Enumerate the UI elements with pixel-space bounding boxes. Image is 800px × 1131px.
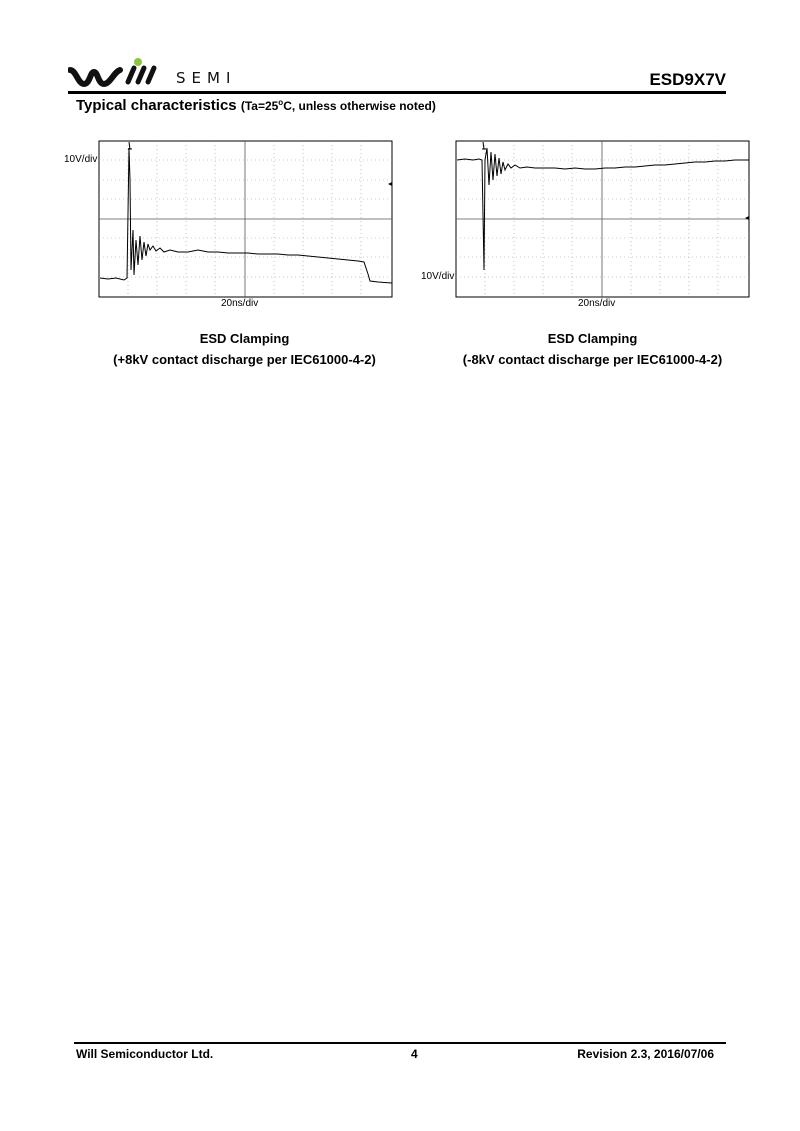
footer-divider [74, 1042, 726, 1044]
caption-condition: (+8kV contact discharge per IEC61000-4-2) [113, 352, 376, 367]
header-divider [68, 91, 726, 94]
caption-title: ESD Clamping [199, 331, 290, 346]
part-number: ESD9X7V [649, 70, 726, 89]
will-logo-icon [68, 58, 168, 90]
brand-text: SEMI [176, 69, 237, 87]
caption-condition: (-8kV contact discharge per IEC61000-4-2) [462, 352, 723, 367]
section-title-main: Typical characteristics [76, 97, 237, 114]
chart-caption-negative [440, 328, 745, 370]
section-title-condition: ($Ta=25^oC$, unless otherwise noted) [240, 98, 436, 113]
footer-company: Will Semiconductor Ltd. [76, 1047, 214, 1061]
scope-chart-positive [64, 140, 394, 309]
scope-chart-negative [421, 140, 751, 309]
chart-caption-positive [92, 328, 397, 370]
y-scale-label: 10V/div [64, 154, 98, 165]
x-scale-label: 20ns/div [578, 298, 616, 309]
y-scale-label: 10V/div [421, 271, 455, 282]
scope-plot-positive [98, 140, 394, 300]
x-scale-label: 20ns/div [221, 298, 259, 309]
caption-title: ESD Clamping [547, 331, 638, 346]
will-semi-logo [68, 56, 268, 90]
footer-revision: Revision 2.3, 2016/07/06 [577, 1047, 714, 1061]
page-header [68, 56, 726, 96]
footer-page-number: 4 [411, 1047, 418, 1061]
section-title [76, 97, 436, 114]
scope-plot-negative [455, 140, 751, 300]
